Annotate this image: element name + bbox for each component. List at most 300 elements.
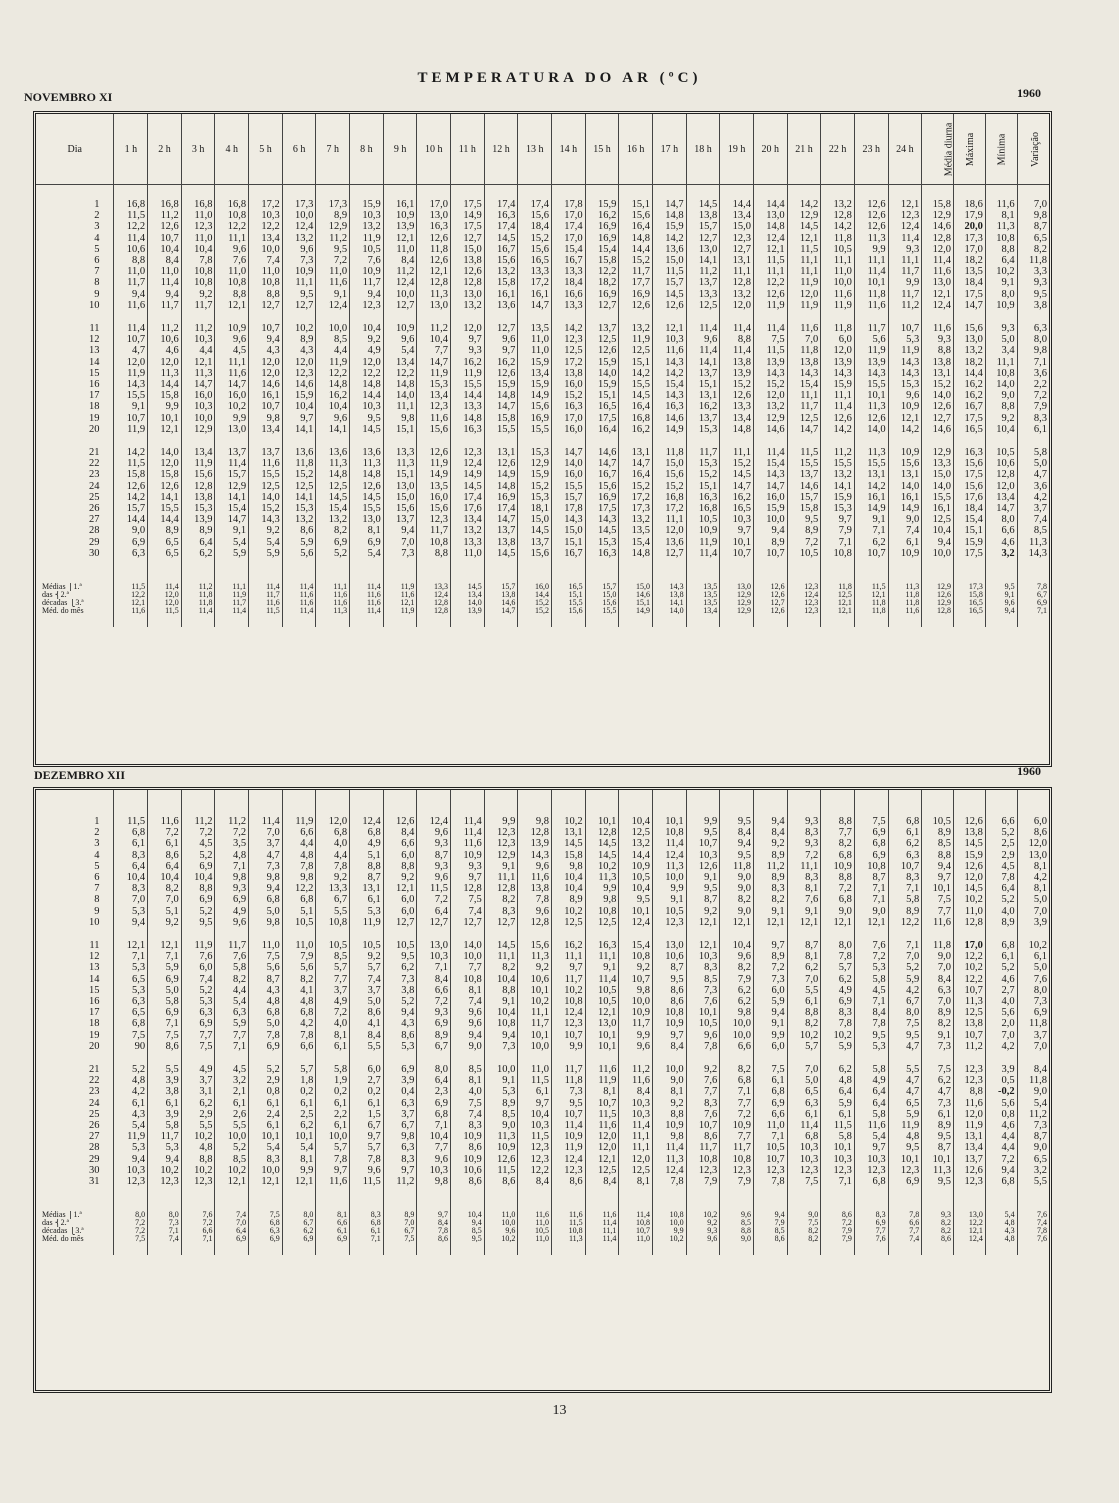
spacer-cell (518, 1243, 552, 1255)
value-cell: 14,4 (619, 244, 653, 255)
table-row (36, 379, 1049, 390)
average-cell: 8,9 (383, 1211, 417, 1219)
value-cell: 12,0 (282, 357, 316, 368)
november-col-header (720, 114, 754, 185)
value-cell: 12,6 (753, 289, 787, 300)
value-cell: 14,8 (720, 424, 754, 435)
value-cell: 13,3 (922, 458, 954, 469)
value-cell: 12,0 (954, 1109, 986, 1120)
value-cell: 10,9 (888, 447, 922, 458)
spacer-cell (518, 435, 552, 447)
value-cell: 8,8 (350, 861, 384, 872)
value-cell: 16,7 (585, 469, 619, 480)
spacer-cell (720, 311, 754, 323)
value-cell: 12,1 (181, 357, 215, 368)
value-cell: 6,5 (888, 1098, 922, 1109)
value-cell: 5,8 (148, 1120, 182, 1131)
value-cell: 4,9 (181, 1064, 215, 1075)
value-cell: 5,8 (148, 996, 182, 1007)
value-cell: 9,1 (787, 906, 821, 917)
value-cell: 12,3 (787, 1165, 821, 1176)
value-cell: 11,6 (249, 458, 283, 469)
spacer-cell (417, 790, 451, 802)
value-cell: 13,2 (619, 514, 653, 525)
november-col-header (821, 114, 855, 185)
value-cell: 3,7 (350, 985, 384, 996)
value-cell: 12,7 (922, 413, 954, 424)
value-cell: 13,8 (954, 1018, 986, 1029)
value-cell: 15,6 (954, 323, 986, 334)
november-col-header (484, 114, 518, 185)
value-cell: 8,8 (181, 1154, 215, 1165)
value-cell: 1,8 (282, 1075, 316, 1086)
spacer-cell (888, 1052, 922, 1064)
value-cell: 10,1 (585, 816, 619, 827)
value-cell: 7,2 (1017, 390, 1049, 401)
value-cell: 15,9 (518, 379, 552, 390)
spacer-cell (417, 928, 451, 940)
value-cell: 15,5 (787, 458, 821, 469)
value-cell: 11,4 (249, 816, 283, 827)
value-cell: 8,8 (922, 345, 954, 356)
spacer-cell (350, 435, 384, 447)
value-cell: 15,6 (619, 210, 653, 221)
table-row (36, 244, 1049, 255)
value-cell: 12,0 (985, 481, 1017, 492)
value-cell: 13,8 (518, 883, 552, 894)
spacer-cell (350, 571, 384, 583)
value-cell: 7,8 (316, 861, 350, 872)
november-spacer-row (36, 435, 1049, 447)
value-cell: 7,1 (854, 996, 888, 1007)
average-cell: 11,6 (585, 1211, 619, 1219)
value-cell: 13,4 (720, 210, 754, 221)
value-cell: 12,8 (484, 883, 518, 894)
value-cell: 16,0 (417, 492, 451, 503)
value-cell: 5,6 (249, 962, 283, 973)
table-row (36, 816, 1049, 827)
average-cell: 11,9 (383, 607, 417, 615)
value-cell: 9,2 (985, 413, 1017, 424)
table-row (36, 210, 1049, 221)
average-cell: 13,0 (954, 1211, 986, 1219)
value-cell: 12,0 (316, 816, 350, 827)
value-cell: 14,5 (652, 289, 686, 300)
day-cell: 13 (88, 962, 100, 974)
value-cell: 12,4 (383, 277, 417, 288)
value-cell: 15,8 (787, 503, 821, 514)
value-cell: 13,0 (922, 277, 954, 288)
value-cell: 4,2 (1017, 872, 1049, 883)
value-cell: 12,9 (181, 424, 215, 435)
value-cell: 9,1 (753, 906, 787, 917)
value-cell: 12,5 (249, 481, 283, 492)
day-cell: 25 (88, 1108, 100, 1120)
value-cell: 6,3 (181, 1007, 215, 1018)
value-cell: 12,3 (720, 233, 754, 244)
value-cell: 8,4 (619, 1086, 653, 1097)
value-cell: 9,6 (451, 1007, 485, 1018)
value-cell: 8,2 (484, 962, 518, 973)
value-cell: 9,5 (619, 894, 653, 905)
average-cell: 10,8 (552, 1227, 586, 1235)
value-cell: 9,3 (417, 1007, 451, 1018)
value-cell: 14,7 (954, 300, 986, 311)
spacer-cell (282, 185, 316, 200)
value-cell: 12,8 (585, 827, 619, 838)
value-cell: 13,5 (518, 323, 552, 334)
value-cell: 11,6 (585, 1120, 619, 1131)
value-cell: 8,6 (350, 1007, 384, 1018)
value-cell: 7,6 (215, 951, 249, 962)
value-cell: 9,8 (417, 1176, 451, 1187)
spacer-cell (585, 559, 619, 571)
value-cell: 11,6 (985, 199, 1017, 210)
value-cell: 9,7 (316, 1165, 350, 1176)
value-cell: 12,0 (585, 1131, 619, 1142)
value-cell: 11,9 (181, 458, 215, 469)
value-cell: 15,6 (417, 424, 451, 435)
spacer-cell (585, 615, 619, 627)
average-cell: 8,6 (753, 1235, 787, 1243)
value-cell: 9,0 (114, 525, 148, 536)
value-cell: 12,6 (854, 199, 888, 210)
value-cell: 6,9 (753, 1098, 787, 1109)
spacer-cell (1017, 1052, 1049, 1064)
average-cell: 11,4 (181, 607, 215, 615)
spacer-cell (821, 615, 855, 627)
value-cell: 14,5 (619, 390, 653, 401)
value-cell: 14,5 (787, 221, 821, 232)
value-cell: 11,1 (720, 447, 754, 458)
spacer-cell (417, 1052, 451, 1064)
value-cell: 12,2 (585, 266, 619, 277)
value-cell: 9,8 (552, 861, 586, 872)
value-cell: 15,2 (552, 390, 586, 401)
value-cell: 12,0 (652, 525, 686, 536)
value-cell: 12,7 (282, 300, 316, 311)
value-cell: 11,6 (954, 1098, 986, 1109)
value-cell: 5,3 (114, 1142, 148, 1153)
value-cell: 5,5 (350, 1041, 384, 1052)
average-cell: 12,8 (417, 599, 451, 607)
value-cell: 10,2 (787, 1030, 821, 1041)
value-cell: 8,9 (787, 525, 821, 536)
value-cell: 9,0 (1017, 1086, 1049, 1097)
value-cell: 6,8 (854, 1176, 888, 1187)
spacer-cell (585, 928, 619, 940)
average-cell: 13,0 (720, 583, 754, 591)
value-cell: 16,4 (619, 221, 653, 232)
value-cell: 12,5 (619, 1165, 653, 1176)
value-cell: 9,4 (484, 1030, 518, 1041)
value-cell: 8,3 (114, 883, 148, 894)
value-cell: 11,6 (114, 300, 148, 311)
value-cell: 6,5 (1017, 233, 1049, 244)
average-cell: 8,6 (922, 1235, 954, 1243)
average-cell: 12,0 (148, 591, 182, 599)
value-cell: 14,5 (686, 199, 720, 210)
value-cell: 15,6 (417, 503, 451, 514)
spacer-cell (215, 559, 249, 571)
value-cell: 15,5 (854, 379, 888, 390)
value-cell: 7,0 (1017, 199, 1049, 210)
value-cell: 12,0 (954, 872, 986, 883)
value-cell: 6,0 (753, 1041, 787, 1052)
value-cell: 11,1 (215, 357, 249, 368)
value-cell: 11,4 (552, 1120, 586, 1131)
value-cell: 12,2 (215, 221, 249, 232)
value-cell: 10,1 (922, 1154, 954, 1165)
spacer-cell (484, 571, 518, 583)
spacer-cell (753, 1243, 787, 1255)
value-cell: 5,6 (282, 962, 316, 973)
value-cell: 11,4 (652, 1142, 686, 1153)
value-cell: 9,5 (686, 827, 720, 838)
value-cell: 12,9 (316, 221, 350, 232)
value-cell: 5,6 (854, 334, 888, 345)
value-cell: 9,1 (753, 1018, 787, 1029)
value-cell: 10,8 (720, 1154, 754, 1165)
value-cell: 6,7 (383, 1120, 417, 1131)
value-cell: 13,7 (383, 514, 417, 525)
value-cell: 13,7 (954, 1154, 986, 1165)
value-cell: 6,8 (249, 894, 283, 905)
december-spacer-row (36, 928, 1049, 940)
spacer-cell (922, 435, 954, 447)
average-cell: 15,1 (619, 599, 653, 607)
value-cell: 6,1 (249, 1120, 283, 1131)
value-cell: 9,2 (652, 1098, 686, 1109)
value-cell: 5,6 (282, 548, 316, 559)
value-cell: 13,9 (821, 357, 855, 368)
value-cell: 10,5 (350, 244, 384, 255)
value-cell: 9,0 (652, 1075, 686, 1086)
spacer-cell (518, 802, 552, 816)
value-cell: 9,6 (383, 334, 417, 345)
day-cell: 23 (88, 469, 100, 481)
value-cell: 11,8 (282, 458, 316, 469)
december-grid (36, 790, 1049, 1255)
value-cell: 6,0 (350, 1064, 384, 1075)
value-cell: 12,1 (821, 917, 855, 928)
value-cell: 14,9 (652, 424, 686, 435)
value-cell: 5,0 (350, 996, 384, 1007)
value-cell: 9,9 (484, 816, 518, 827)
value-cell: 11,8 (821, 323, 855, 334)
value-cell: 11,2 (753, 861, 787, 872)
day-cell: 28 (88, 1142, 100, 1154)
value-cell: 14,4 (720, 199, 754, 210)
value-cell: 9,8 (249, 413, 283, 424)
value-cell: 8,6 (1017, 827, 1049, 838)
value-cell: 13,7 (686, 368, 720, 379)
value-cell: 11,4 (114, 233, 148, 244)
day-cell: 24 (88, 480, 100, 492)
value-cell: 11,7 (518, 1018, 552, 1029)
value-cell: 11,9 (686, 537, 720, 548)
value-cell: 13,4 (383, 357, 417, 368)
value-cell: 90 (114, 1041, 148, 1052)
value-cell: 10,0 (652, 1064, 686, 1075)
value-cell: 3,9 (148, 1109, 182, 1120)
value-cell: 16,2 (316, 390, 350, 401)
spacer-cell (821, 1199, 855, 1211)
page-title: TEMPERATURA DO AR (ºC) (417, 70, 702, 86)
value-cell: 7,2 (181, 827, 215, 838)
spacer-cell (148, 1199, 182, 1211)
average-cell: 12,7 (753, 599, 787, 607)
value-cell: 5,2 (985, 894, 1017, 905)
value-cell: 8,1 (282, 1154, 316, 1165)
value-cell: 6,9 (383, 1064, 417, 1075)
value-cell: 12,0 (585, 1142, 619, 1153)
spacer-cell (350, 185, 384, 200)
value-cell: 10,6 (114, 244, 148, 255)
spacer-cell (215, 1199, 249, 1211)
november-grid (36, 114, 1049, 627)
value-cell: 5,8 (854, 1064, 888, 1075)
value-cell: 5,9 (282, 537, 316, 548)
spacer-cell (148, 559, 182, 571)
value-cell: 11,5 (753, 345, 787, 356)
value-cell: 12,7 (383, 300, 417, 311)
spacer-cell (417, 185, 451, 200)
spacer-cell (720, 1199, 754, 1211)
value-cell: 3,7 (1017, 503, 1049, 514)
value-cell: 8,6 (451, 1142, 485, 1153)
value-cell: 7,3 (922, 1041, 954, 1052)
value-cell: 10,0 (720, 1018, 754, 1029)
spacer-cell (518, 1199, 552, 1211)
value-cell: 9,6 (451, 1018, 485, 1029)
value-cell: 15,3 (518, 492, 552, 503)
value-cell: 8,3 (686, 1098, 720, 1109)
average-cell: 14,5 (451, 583, 485, 591)
spacer-cell (114, 435, 148, 447)
average-cell: 11,4 (282, 583, 316, 591)
average-cell: 7,5 (114, 1235, 148, 1243)
value-cell: 12,6 (821, 413, 855, 424)
value-cell: 12,7 (484, 917, 518, 928)
value-cell: 12,6 (619, 300, 653, 311)
value-cell: 5,4 (215, 996, 249, 1007)
table-row (36, 1018, 1049, 1029)
value-cell: 13,9 (518, 838, 552, 849)
average-cell: 11,1 (585, 1227, 619, 1235)
value-cell: 6,8 (821, 850, 855, 861)
value-cell: 7,2 (720, 1109, 754, 1120)
value-cell: 8,6 (383, 1030, 417, 1041)
value-cell: 12,5 (316, 481, 350, 492)
value-cell: 7,7 (215, 1030, 249, 1041)
value-cell: 13,2 (821, 199, 855, 210)
value-cell: 10,4 (484, 974, 518, 985)
value-cell: 9,7 (922, 872, 954, 883)
value-cell: 5,2 (181, 906, 215, 917)
value-cell: 10,3 (821, 1154, 855, 1165)
value-cell: 9,1 (484, 1075, 518, 1086)
value-cell: 6,3 (114, 548, 148, 559)
average-cell: 11,6 (316, 591, 350, 599)
value-cell: 15,8 (585, 255, 619, 266)
spacer-cell (985, 802, 1017, 816)
average-cell: 7,2 (114, 1227, 148, 1235)
value-cell: 15,2 (518, 233, 552, 244)
value-cell: 15,0 (652, 458, 686, 469)
value-cell: 12,1 (249, 1176, 283, 1187)
value-cell: 11,4 (114, 323, 148, 334)
average-cell: 8,6 (821, 1211, 855, 1219)
value-cell: 5,2 (114, 1064, 148, 1075)
spacer-cell (985, 1187, 1017, 1199)
value-cell: 13,1 (888, 469, 922, 480)
value-cell: 10,0 (181, 413, 215, 424)
value-cell: 16,5 (720, 503, 754, 514)
spacer-cell (215, 185, 249, 200)
average-cell: 9,3 (686, 1227, 720, 1235)
value-cell: 4,4 (316, 345, 350, 356)
value-cell: 12,4 (316, 300, 350, 311)
value-cell: 9,7 (383, 1165, 417, 1176)
value-cell: 13,8 (686, 210, 720, 221)
value-cell: 6,2 (922, 1075, 954, 1086)
value-cell: 7,8 (652, 1176, 686, 1187)
spacer-cell (854, 802, 888, 816)
value-cell: 17,5 (585, 503, 619, 514)
value-cell: 8,6 (148, 850, 182, 861)
value-cell: 8,9 (922, 827, 954, 838)
average-cell: 9,0 (787, 1211, 821, 1219)
spacer-cell (36, 615, 114, 627)
value-cell: 11,6 (922, 917, 954, 928)
day-cell: 11 (89, 323, 100, 335)
value-cell: 11,0 (954, 906, 986, 917)
day-cell: 3 (94, 221, 100, 233)
value-cell: 12,5 (922, 514, 954, 525)
value-cell: 11,3 (922, 1165, 954, 1176)
value-cell: 9,0 (720, 906, 754, 917)
value-cell: 7,6 (854, 940, 888, 951)
value-cell: 12,2 (350, 368, 384, 379)
spacer-cell (854, 1243, 888, 1255)
value-cell: 9,2 (181, 289, 215, 300)
value-cell: 3,2 (215, 1075, 249, 1086)
average-cell: 6,3 (249, 1227, 283, 1235)
value-cell: 11,9 (417, 368, 451, 379)
value-cell: 15,3 (282, 503, 316, 514)
average-cell: 11,5 (854, 583, 888, 591)
value-cell: 14,1 (686, 357, 720, 368)
spacer-cell (888, 185, 922, 200)
spacer-cell (686, 311, 720, 323)
spacer-cell (36, 559, 114, 571)
value-cell: 5,8 (821, 1131, 855, 1142)
value-cell: 10,1 (854, 277, 888, 288)
value-cell: 12,5 (282, 481, 316, 492)
table-row (36, 199, 1049, 210)
value-cell: 8,1 (985, 210, 1017, 221)
value-cell: 14,3 (652, 357, 686, 368)
value-cell: 11,6 (148, 816, 182, 827)
spacer-cell (282, 311, 316, 323)
value-cell: 10,1 (652, 816, 686, 827)
spacer-cell (148, 571, 182, 583)
value-cell: 16,9 (585, 492, 619, 503)
value-cell: 12,1 (753, 917, 787, 928)
value-cell: 10,0 (282, 210, 316, 221)
value-cell: 7,5 (922, 1064, 954, 1075)
